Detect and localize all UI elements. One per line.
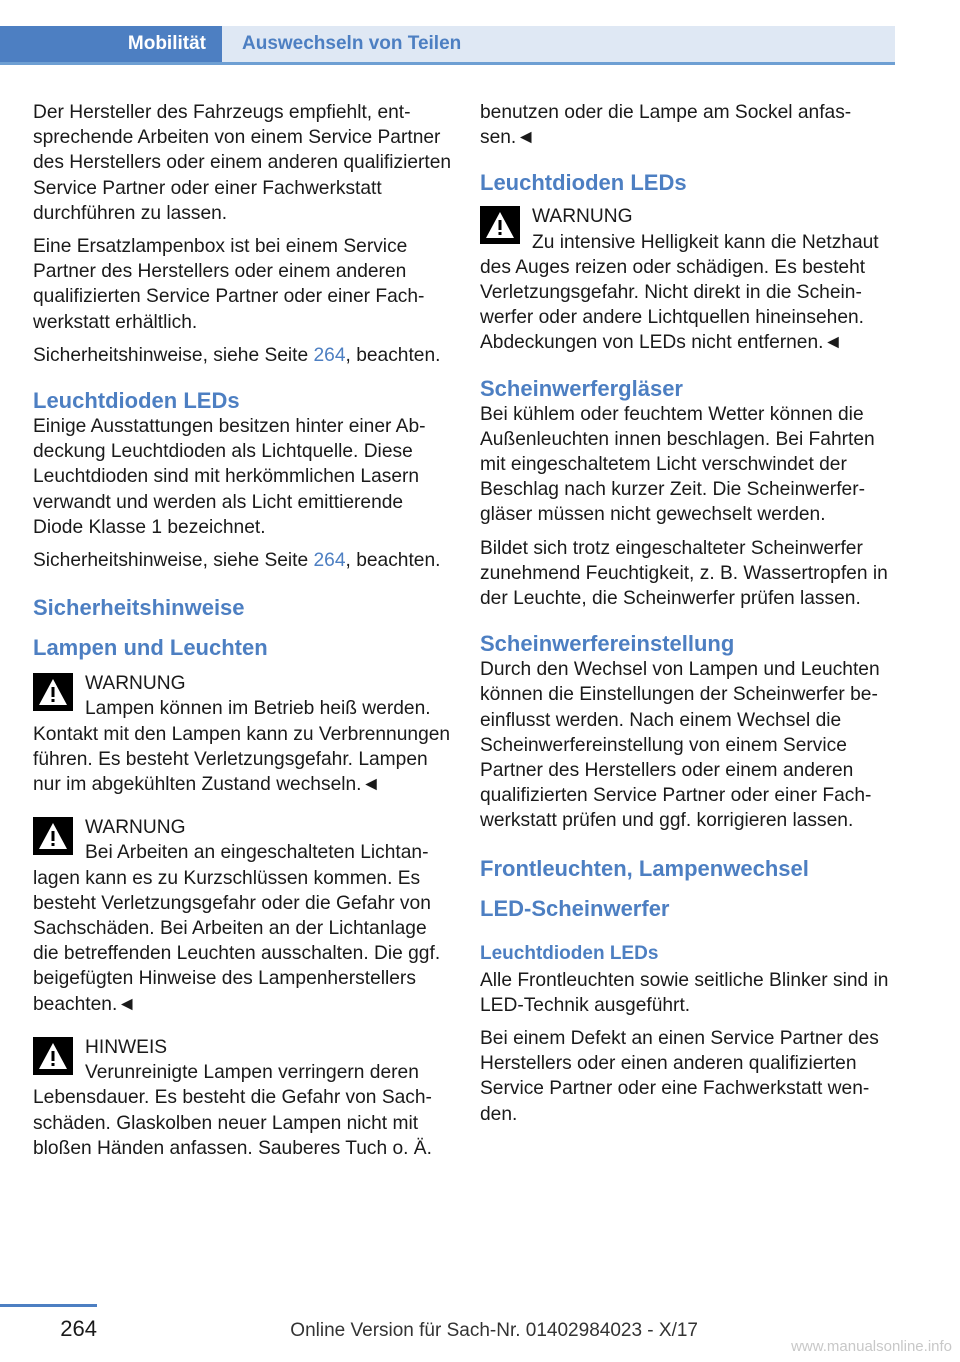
right-column (480, 100, 900, 1135)
warning-block (33, 815, 453, 1017)
warning-triangle-icon (33, 1037, 73, 1075)
warning-text: Lampen können im Betrieb heiß werden. Kontakt mit den Lampen kann zu Verbrennungen führen. Es besteht Verletzungsgefahr. Lampen nur im abgekühlten Zustand wechseln.◄ (33, 698, 451, 796)
section-heading: Frontleuchten, Lampenwechsel (480, 855, 809, 881)
notice-text: Verunreinigte Lampen verringern deren Lebensdauer. Es besteht die Gefahr von Sachschäden. Glaskolben neuer Lampen nicht mit bloßen Händen anfassen. Sauberes Tuch o. Ä. (33, 1062, 432, 1159)
page-link[interactable]: 264 (313, 550, 346, 572)
section-heading: Sicherheitshinweise (33, 595, 245, 621)
warning-block (480, 204, 900, 355)
section-heading: Leuchtdioden LEDs (33, 388, 240, 414)
paragraph: Bei kühlem oder feuchtem Wetter können die Außenleuchten innen beschlagen. Bei Fahrten mit eingeschaltetem Licht verschwindet der Beschlag nach kurzer Zeit. Die Scheinwerfergläser müssen nicht gewechselt werden. (480, 403, 875, 526)
notice-block (33, 1035, 453, 1161)
paragraph: Eine Ersatzlampenbox ist bei einem Service Partner des Herstellers oder einem anderen qualifizierten Service Partner oder einer Fachwerkstatt erhältlich. (33, 236, 425, 333)
watermark: www.manualsonline.info (791, 1338, 952, 1355)
paragraph: Bei einem Defekt an einen Service Partner des Herstellers oder einen anderen qualifizierten Service Partner oder eine Fachwerkstatt wenden. (480, 1028, 879, 1125)
page-number: 264 (60, 1316, 97, 1341)
warning-text: Zu intensive Helligkeit kann die Netzhaut des Auges reizen oder schädigen. Es besteht Verletzungsgefahr. Nicht direkt in die Scheinwerfer oder andere Lichtquellen hineinsehen. Abdeckungen von LEDs nicht entfernen.◄ (480, 231, 879, 354)
paragraph: Alle Frontleuchten sowie seitliche Blinker sind in LED-Technik ausgeführt. (480, 969, 889, 1016)
warning-triangle-icon (33, 673, 73, 711)
paragraph: Einige Ausstattungen besitzen hinter einer Abdeckung Leuchtdioden als Lichtquelle. Diese Leuchtdioden sind mit herkömmlichen Lasern verwandt und werden als Licht emittierende Diode Klasse 1 bezeichnet. (33, 416, 426, 538)
subsection-heading: Lampen und Leuchten (33, 635, 268, 661)
section-heading: Scheinwerfergläser (480, 375, 683, 401)
warning-title: WARNUNG (85, 673, 186, 695)
paragraph: Bildet sich trotz eingeschalteter Scheinwerfer zunehmend Feuchtigkeit, z. B. Wassertropfen in der Leuchte, die Scheinwerfer prüfen lassen. (480, 537, 888, 610)
paragraph: Durch den Wechsel von Lampen und Leuchten können die Einstellungen der Scheinwerfer beeinflusst werden. Nach einem Wechsel die Scheinwerfereinstellung von einem Service Partner des Herstellers oder einem anderen qualifizierten Service Partner oder einer Fachwerkstatt prüfen und ggf. korrigieren lassen. (480, 659, 880, 832)
footer-line (0, 1304, 97, 1307)
left-column (33, 100, 453, 1179)
paragraph: Sicherheitshinweise, siehe Seite 264, beachten. (33, 344, 441, 366)
warning-title: WARNUNG (85, 817, 186, 839)
warning-text: Bei Arbeiten an eingeschalteten Lichtanlagen kann es zu Kurzschlüssen kommen. Es besteht Verletzungsgefahr oder die Gefahr von Sachschäden. Bei Arbeiten an der Lichtanlage die betreffenden Leuchten ausschalten. Die ggf. beigefügten Hinweise des Lampenherstellers beachten.◄ (33, 842, 441, 1015)
page-link[interactable]: 264 (313, 344, 346, 366)
paragraph: Der Hersteller des Fahrzeugs empfiehlt, entsprechende Arbeiten von einem Service Partner des Herstellers oder einem anderen qualifizierten Service Partner oder einer Fachwerkstatt durchführen zu lassen. (33, 102, 452, 224)
minor-heading: Leuchtdioden LEDs (480, 942, 659, 964)
notice-title: HINWEIS (85, 1036, 168, 1058)
paragraph: benutzen oder die Lampe am Sockel anfassen.◄ (480, 102, 852, 149)
section-heading: Scheinwerfereinstellung (480, 631, 735, 657)
warning-triangle-icon (480, 206, 520, 244)
section-tab: Auswechseln von Teilen (222, 26, 895, 62)
subsection-heading: LED-Scheinwerfer (480, 895, 670, 921)
warning-triangle-icon (33, 817, 73, 855)
warning-title: WARNUNG (532, 206, 633, 228)
paragraph: Sicherheitshinweise, siehe Seite 264, beachten. (33, 550, 441, 572)
warning-block (33, 671, 453, 797)
section-heading: Leuchtdioden LEDs (480, 170, 687, 196)
chapter-tab: Mobilität (0, 26, 222, 62)
online-version-text: Online Version für Sach-Nr. 01402984023 - X/17 (290, 1320, 698, 1341)
